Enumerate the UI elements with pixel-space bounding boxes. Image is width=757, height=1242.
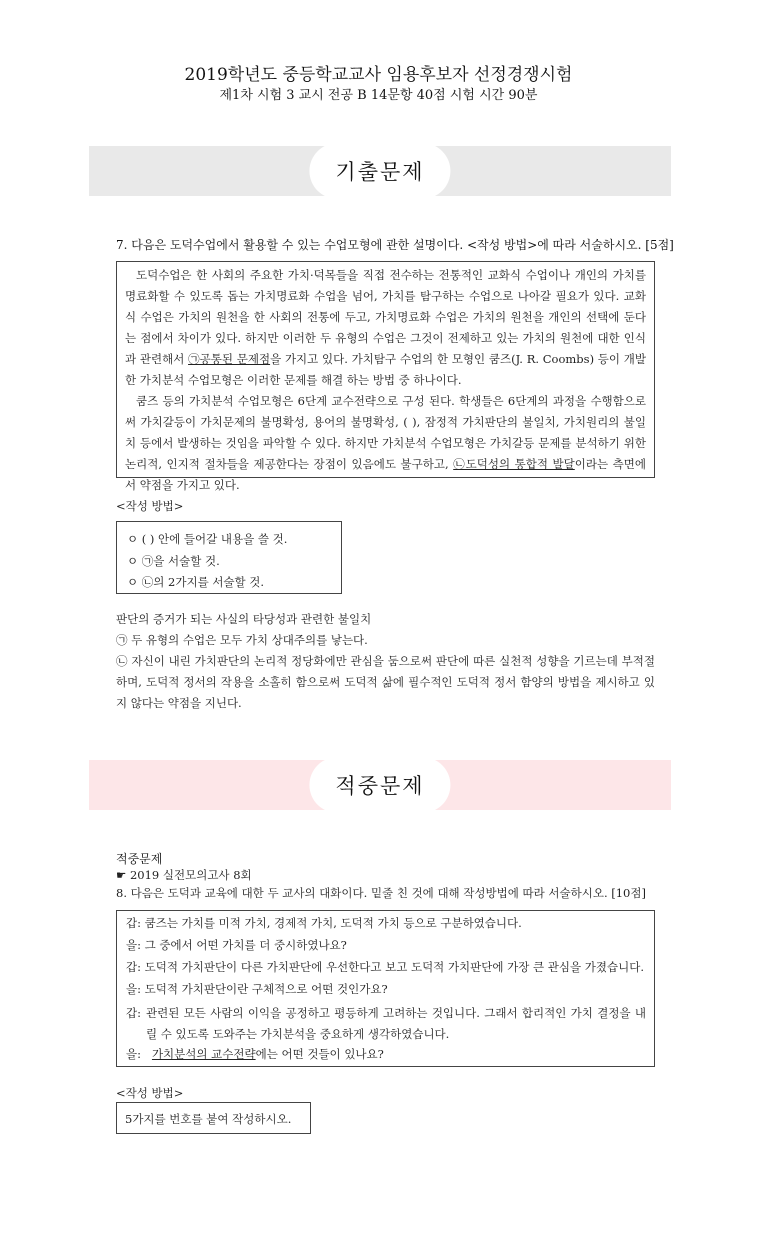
dialogue-line: 을: 가치분석의 교수전략에는 어떤 것들이 있나요? bbox=[126, 1047, 384, 1061]
answer-block bbox=[116, 609, 655, 714]
answer-line-3: ㉡ 자신이 내린 가치판단의 논리적 정당화에만 관심을 둠으로써 판단에 따른 실천적 성향을 기르는데 부적절하며, 도덕적 정서의 작용을 소홀히 함으로써 도덕적 삶에 필수적인 도덕적 정서 함양의 방법을 제시하고 있지 않다는 약점을 지닌다. bbox=[116, 654, 655, 710]
section-label-hit: 적중문제 bbox=[309, 757, 450, 813]
method-label-2: <작성 방법> bbox=[116, 1086, 184, 1100]
exam-subtitle: 제1차 시험 3 교시 전공 B 14문항 40점 시험 시간 90분 bbox=[219, 88, 538, 103]
dialogue-line: 갑: 관련된 모든 사람의 이익을 공정하고 평등하게 고려하는 것입니다. 그래서 합리적인 가치 결정을 내릴 수 있도록 도와주는 가치분석을 중요하게 생각하였습니다. bbox=[126, 1006, 646, 1041]
section-band-hit bbox=[89, 760, 671, 810]
method-label-1: <작성 방법> bbox=[116, 499, 184, 513]
dialogue-line: 갑: 도덕적 가치판단이 다른 가치판단에 우선한다고 보고 도덕적 가치판단에 가장 큰 관심을 가졌습니다. bbox=[126, 960, 644, 974]
answer-line-1: 판단의 증거가 되는 사실의 타당성과 관련한 불일치 bbox=[116, 612, 372, 626]
question-8: 8. 다음은 도덕과 교육에 대한 두 교사의 대화이다. 밑줄 친 것에 대해 작성방법에 따라 서술하시오. [10점] bbox=[116, 886, 646, 900]
passage-paragraph-2: 쿰즈 등의 가치분석 수업모형은 6단계 교수전략으로 구성 된다. 학생들은 6단계의 과정을 수행함으로써 가치갈등이 가치문제의 불명확성, 용어의 불명확성, ( ), 잠정적 가치판단의 불일치, 가치원리의 불일치 등에서 발생하는 것임을 파악할 수 있다. 하지만 가치분석 수업모형은 가치갈등 문제를 분석하기 위한 논리적, 인지적 절차들을 제공한다는 장점이 있음에도 불구하고, ㉡도덕성의 통합적 발달이라는 측면에서 약점을 가지고 있다. bbox=[125, 394, 646, 492]
dialogue-line: 갑: 쿰즈는 가치를 미적 가치, 경제적 가치, 도덕적 가치 등으로 구분하였습니다. bbox=[126, 916, 522, 930]
method-item-2: ㅇ ㉠을 서술할 것. bbox=[127, 554, 220, 568]
method-item: 5가지를 번호를 붙여 작성하시오. bbox=[125, 1112, 292, 1126]
section-band-past-exam bbox=[89, 146, 671, 196]
dialogue-line: 을: 그 중에서 어떤 가치를 더 중시하였나요? bbox=[126, 938, 347, 952]
passage-box bbox=[116, 261, 655, 492]
method-box-2 bbox=[116, 1102, 311, 1134]
question-7: 7. 다음은 도덕수업에서 활용할 수 있는 수업모형에 관한 설명이다. <작성 방법>에 따라 서술하시오. [5점] bbox=[116, 238, 674, 252]
passage-paragraph-1: 도덕수업은 한 사회의 주요한 가치·덕목들을 직접 전수하는 전통적인 교화식 수업이나 개인의 가치를 명료화할 수 있도록 돕는 가치명료화 수업을 넘어, 가치를 탐구하는 수업으로 나아갈 필요가 있다. 교화식 수업은 가치의 원천을 한 사회의 전통에 두고, 가치명료화 수업은 가치의 원천을 개인의 선택에 둔다는 점에서 차이가 있다. 하지만 이러한 두 유형의 수업은 그것이 전제하고 있는 가치의 원천에 대한 인식과 관련해서 ㉠공통된 문제점을 가지고 있다. 가치탐구 수업의 한 모형인 쿰즈(J. R. Coombs) 등이 개발한 가치분석 수업모형은 이러한 문제를 해결 하는 방법 중 하나이다. bbox=[125, 268, 647, 387]
section-label-past-exam: 기출문제 bbox=[309, 143, 450, 199]
answer-line-2: ㉠ 두 유형의 수업은 모두 가치 상대주의를 낳는다. bbox=[116, 633, 368, 647]
method-box-1 bbox=[116, 521, 342, 594]
hit-heading: 적중문제 bbox=[116, 852, 163, 866]
underline-a: ㉠공통된 문제점 bbox=[188, 352, 271, 366]
dialogue-line: 을: 도덕적 가치판단이란 구체적으로 어떤 것인가요? bbox=[126, 982, 388, 996]
dialogue-box bbox=[116, 910, 655, 1067]
method-item-3: ㅇ ㉡의 2가지를 서술할 것. bbox=[127, 575, 265, 589]
hit-source: ☛ 2019 실전모의고사 8회 bbox=[116, 868, 252, 882]
method-item-1: ㅇ ( ) 안에 들어갈 내용을 쓸 것. bbox=[127, 532, 288, 546]
underline-teaching-strategy: 가치분석의 교수전략 bbox=[151, 1047, 256, 1061]
underline-b: ㉡도덕성의 통합적 발달 bbox=[453, 457, 575, 471]
exam-title: 2019학년도 중등학교교사 임용후보자 선정경쟁시험 bbox=[184, 65, 573, 85]
